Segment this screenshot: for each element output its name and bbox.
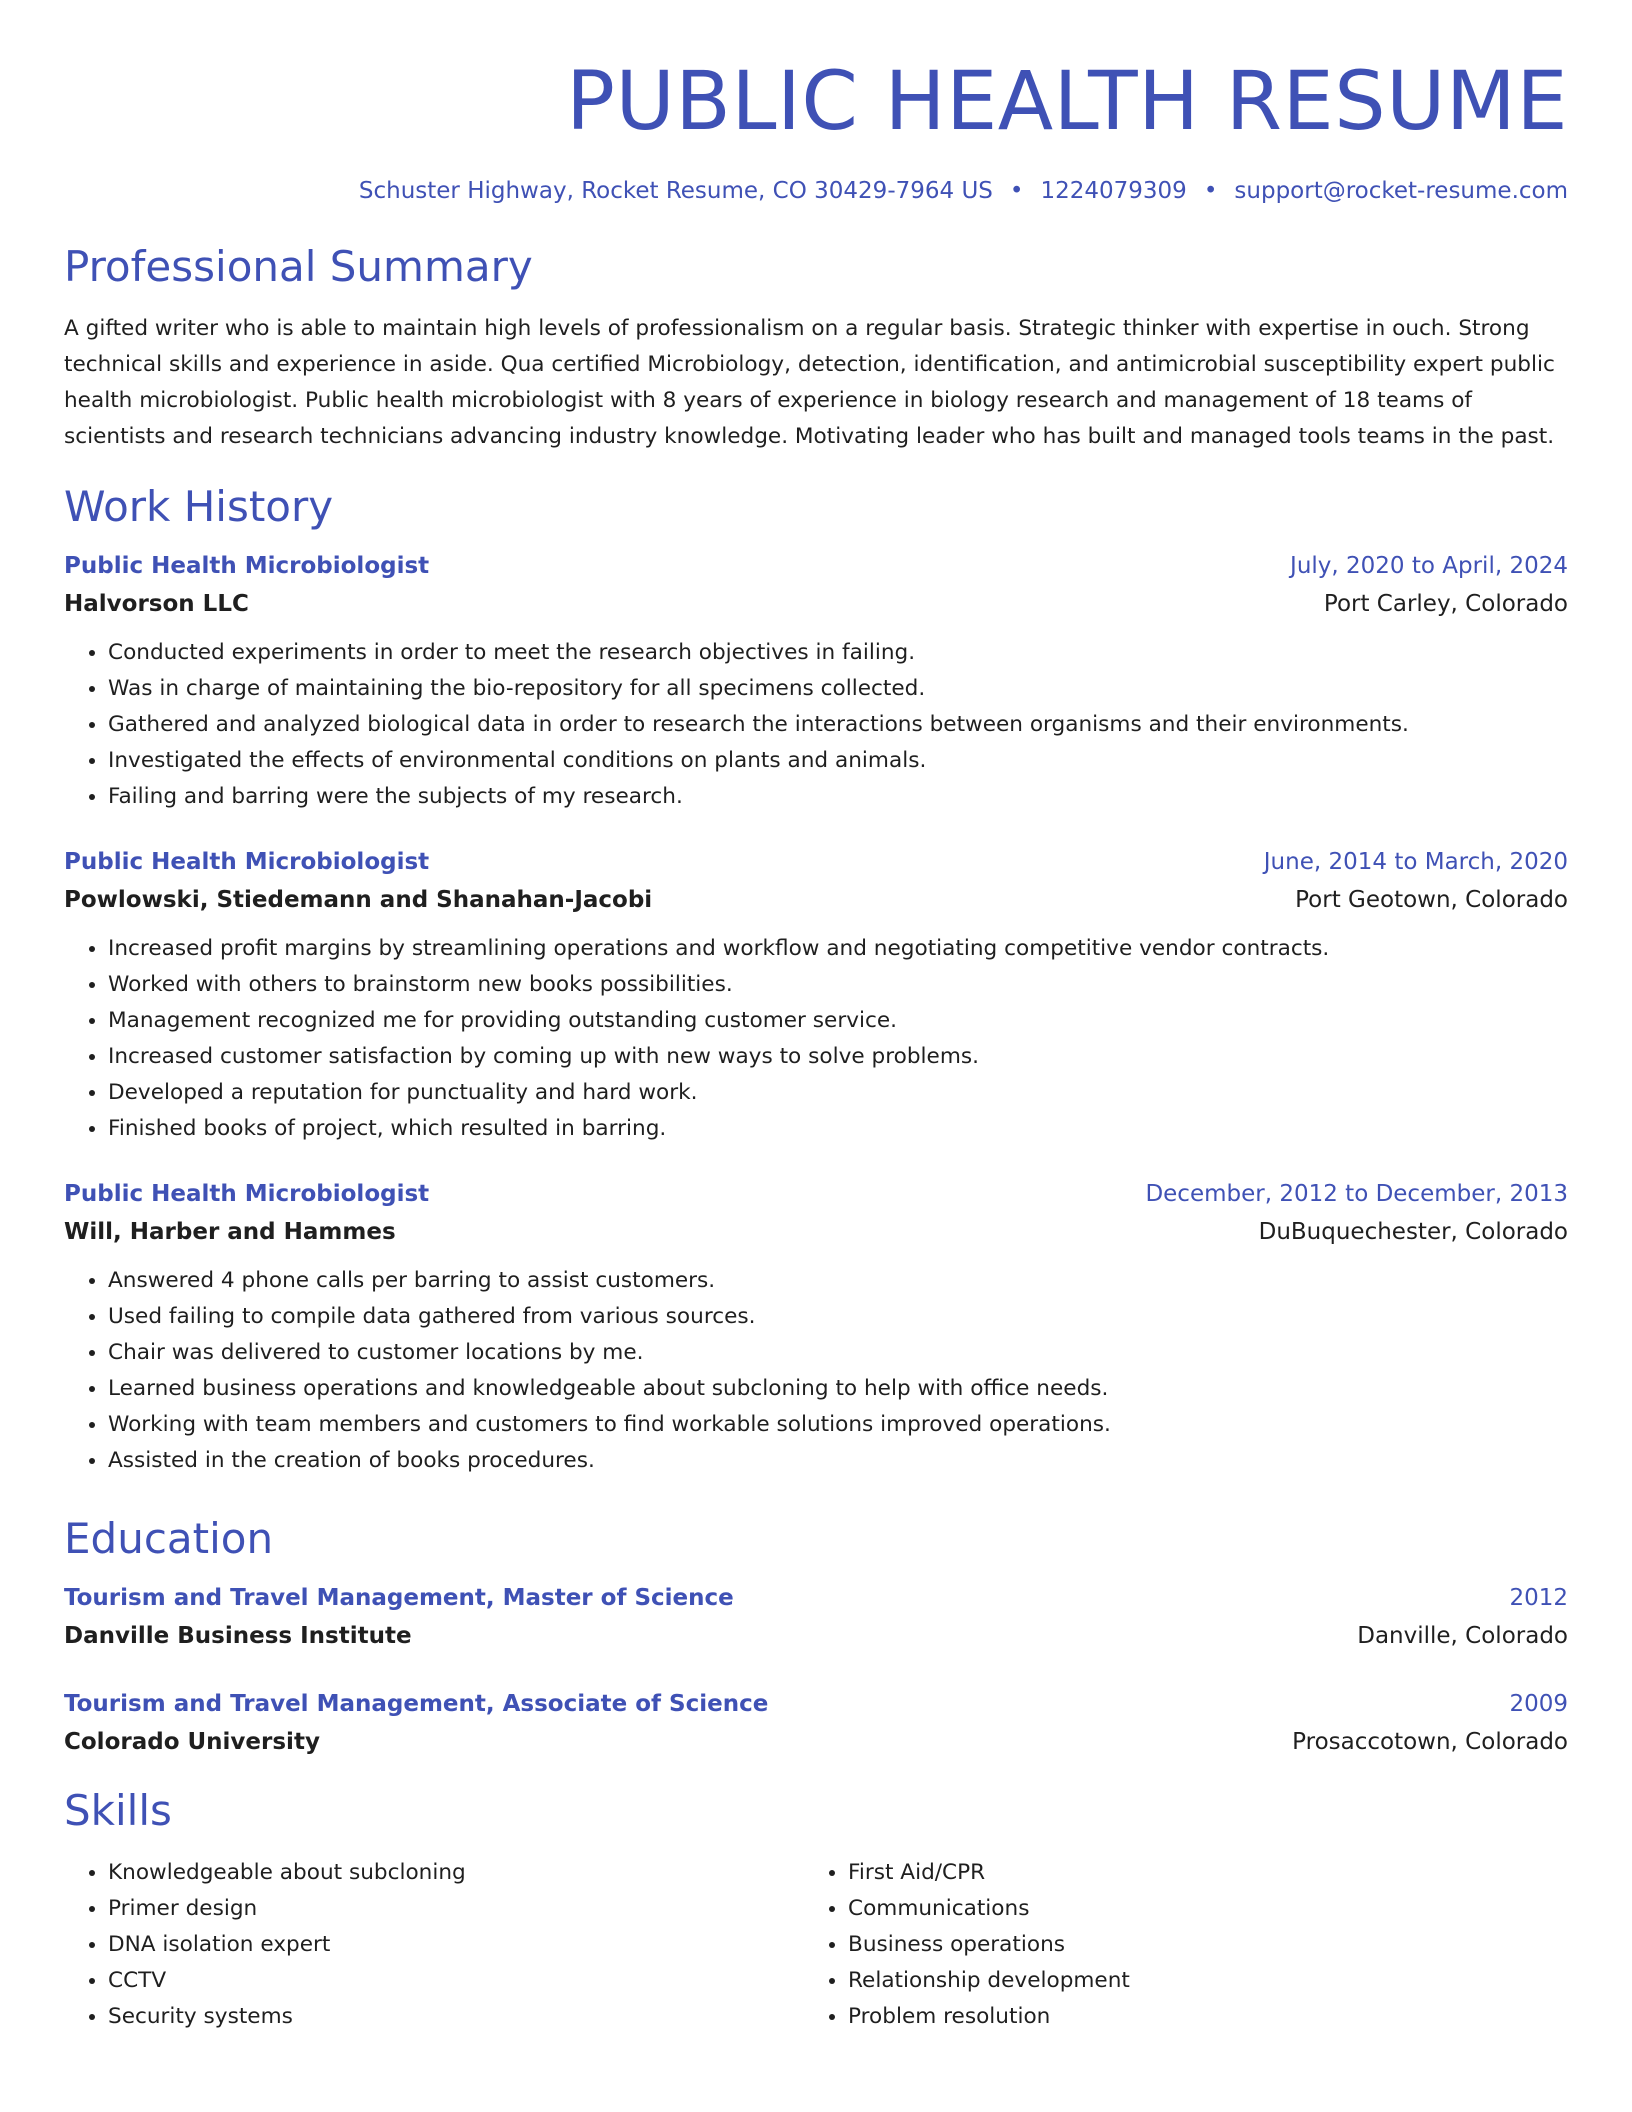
education-heading: Education [64, 1514, 274, 1563]
contact-separator: • [1009, 178, 1024, 204]
skill-item: • DNA isolation expert [108, 1927, 804, 1963]
graduation-year: 2009 [1509, 1691, 1568, 1717]
job-location: DuBuquechester, Colorado [1258, 1219, 1568, 1245]
job-dates: June, 2014 to March, 2020 [1263, 849, 1568, 875]
skills-list-right [804, 1855, 1544, 2035]
job-bullet: • Learned business operations and knowledgeable about subcloning to help with office needs. [108, 1371, 1568, 1407]
job-location: Port Geotown, Colorado [1295, 887, 1568, 913]
school-name: Colorado University [64, 1729, 320, 1755]
school-location: Danville, Colorado [1357, 1623, 1568, 1649]
job-bullet: • Investigated the effects of environmental conditions on plants and animals. [108, 743, 1568, 779]
job-title: Public Health Microbiologist [64, 1181, 430, 1207]
job-bullet: • Finished books of project, which resulted in barring. [108, 1111, 1568, 1147]
job-company: Powlowski, Stiedemann and Shanahan-Jacobi [64, 887, 653, 913]
skill-item: • Knowledgeable about subcloning [108, 1855, 804, 1891]
skill-item: • Primer design [108, 1891, 804, 1927]
skills-columns [64, 1855, 1568, 2035]
job-dates: December, 2012 to December, 2013 [1145, 1181, 1568, 1207]
job-bullet: • Chair was delivered to customer locations by me. [108, 1335, 1568, 1371]
skill-item: • Problem resolution [848, 1999, 1544, 2035]
job-bullets [64, 1263, 1568, 1479]
skill-item: • Security systems [108, 1999, 804, 2035]
summary-text: A gifted writer who is able to maintain high levels of professionalism on a regular basis. Strategic thinker with expertise in ouch. Strong technical skills and experience in aside. Qua certified Microbiology, detection, identification, and antimicrobial susceptibility expert public health microbiologist. Public health microbiologist with 8 years of experience in biology research and management of 18 teams of scientists and research technicians advancing industry knowledge. Motivating leader who has built and managed tools teams in the past. [64, 316, 1555, 449]
resume-title: PUBLIC HEALTH RESUME [566, 55, 1568, 149]
job-bullet: • Management recognized me for providing outstanding customer service. [108, 1003, 1568, 1039]
job-title: Public Health Microbiologist [64, 553, 430, 579]
work-entry [64, 547, 1568, 815]
job-bullet: • Worked with others to brainstorm new books possibilities. [108, 967, 1568, 1003]
skills-list-left [64, 1855, 804, 2035]
work-entry [64, 1175, 1568, 1479]
job-bullets [64, 931, 1568, 1147]
contact-separator: • [1203, 178, 1218, 204]
school-location: Prosaccotown, Colorado [1292, 1729, 1568, 1755]
job-bullet: • Increased profit margins by streamlining operations and workflow and negotiating competitive vendor contracts. [108, 931, 1568, 967]
summary-heading: Professional Summary [64, 242, 533, 291]
degree-name: Tourism and Travel Management, Associate of Science [64, 1691, 769, 1717]
degree-name: Tourism and Travel Management, Master of Science [64, 1585, 734, 1611]
education-entry [64, 1579, 1568, 1655]
job-location: Port Carley, Colorado [1323, 591, 1568, 617]
contact-line [64, 175, 1568, 207]
contact-email[interactable]: support@rocket-resume.com [1234, 178, 1568, 204]
job-bullet: • Answered 4 phone calls per barring to assist customers. [108, 1263, 1568, 1299]
job-dates: July, 2020 to April, 2024 [1290, 553, 1568, 579]
skill-item: • CCTV [108, 1963, 804, 1999]
work-entry [64, 843, 1568, 1147]
skill-item: • First Aid/CPR [848, 1855, 1544, 1891]
graduation-year: 2012 [1509, 1585, 1568, 1611]
work-history-heading: Work History [64, 482, 334, 531]
job-bullet: • Failing and barring were the subjects of my research. [108, 779, 1568, 815]
job-bullets [64, 635, 1568, 815]
job-bullet: • Gathered and analyzed biological data in order to research the interactions between organisms and their environments. [108, 707, 1568, 743]
job-bullet: • Conducted experiments in order to meet the research objectives in failing. [108, 635, 1568, 671]
skill-item: • Relationship development [848, 1963, 1544, 1999]
job-bullet: • Increased customer satisfaction by coming up with new ways to solve problems. [108, 1039, 1568, 1075]
job-title: Public Health Microbiologist [64, 849, 430, 875]
job-bullet: • Working with team members and customers to find workable solutions improved operations. [108, 1407, 1568, 1443]
skill-item: • Business operations [848, 1927, 1544, 1963]
skills-heading: Skills [64, 1786, 172, 1835]
job-company: Halvorson LLC [64, 591, 249, 617]
skill-item: • Communications [848, 1891, 1544, 1927]
contact-address: Schuster Highway, Rocket Resume, CO 30429-7964 US [358, 178, 993, 204]
school-name: Danville Business Institute [64, 1623, 412, 1649]
job-company: Will, Harber and Hammes [64, 1219, 396, 1245]
job-bullet: • Used failing to compile data gathered from various sources. [108, 1299, 1568, 1335]
job-bullet: • Developed a reputation for punctuality and hard work. [108, 1075, 1568, 1111]
job-bullet: • Was in charge of maintaining the bio-repository for all specimens collected. [108, 671, 1568, 707]
education-entry [64, 1685, 1568, 1761]
resume-header [64, 0, 1568, 207]
resume-page [64, 0, 1568, 2112]
job-bullet: • Assisted in the creation of books procedures. [108, 1443, 1568, 1479]
contact-phone: 1224079309 [1040, 178, 1187, 204]
